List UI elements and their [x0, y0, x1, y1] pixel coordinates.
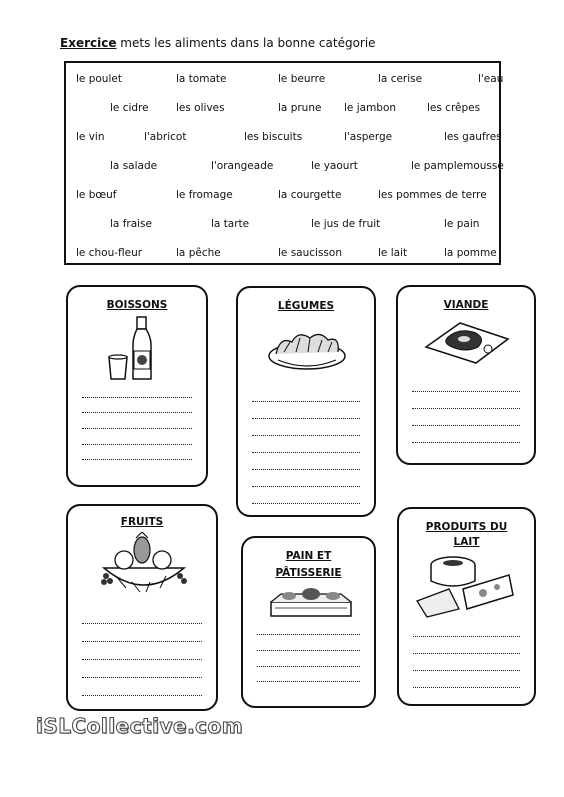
answer-line[interactable] — [413, 653, 520, 654]
word: le poulet — [76, 73, 122, 85]
word: la salade — [110, 160, 158, 172]
answer-line[interactable] — [82, 695, 202, 696]
card-viande — [396, 285, 536, 465]
word: le pain — [444, 218, 480, 230]
answer-line[interactable] — [252, 486, 360, 487]
word: le bœuf — [76, 189, 117, 201]
answer-line[interactable] — [82, 428, 192, 429]
word: le lait — [378, 247, 408, 259]
answer-line[interactable] — [412, 425, 520, 426]
answer-line[interactable] — [82, 623, 202, 624]
word: les olives — [176, 102, 225, 114]
answer-line[interactable] — [252, 469, 360, 470]
card-produits-lait — [397, 507, 536, 706]
word: le yaourt — [311, 160, 358, 172]
card-title-viande: VIANDE — [443, 299, 489, 311]
word: la prune — [278, 102, 322, 114]
card-legumes — [236, 286, 376, 517]
card-title-pain-line2: PÂTISSERIE — [275, 567, 342, 579]
answer-line[interactable] — [82, 641, 202, 642]
card-title-lait-line2: LAIT — [453, 536, 480, 548]
word: la courgette — [278, 189, 342, 201]
answer-line[interactable] — [82, 444, 192, 445]
card-fruits — [66, 504, 218, 711]
answer-line[interactable] — [252, 435, 360, 436]
word: le fromage — [176, 189, 233, 201]
answer-line[interactable] — [82, 659, 202, 660]
word: les pommes de terre — [378, 189, 487, 201]
word: la fraise — [110, 218, 152, 230]
word: les biscuits — [244, 131, 303, 143]
cheese-icon — [413, 549, 523, 619]
answer-line[interactable] — [82, 397, 192, 398]
word: la cerise — [378, 73, 423, 85]
footer-watermark: iSLCollective.com — [36, 714, 244, 738]
answer-line[interactable] — [252, 401, 360, 402]
answer-line[interactable] — [257, 634, 360, 635]
answer-line[interactable] — [82, 677, 202, 678]
steak-icon — [420, 317, 514, 367]
word: le vin — [76, 131, 105, 143]
card-title-pain-line1: PAIN ET — [285, 550, 332, 562]
word: le chou-fleur — [76, 247, 143, 259]
answer-line[interactable] — [412, 408, 520, 409]
word: l'orangeade — [211, 160, 274, 172]
fruit-basket-icon — [96, 532, 192, 598]
answer-line[interactable] — [252, 452, 360, 453]
answer-line[interactable] — [413, 636, 520, 637]
answer-line[interactable] — [257, 650, 360, 651]
word: les crêpes — [427, 102, 481, 114]
card-title-boissons: BOISSONS — [106, 299, 168, 311]
answer-line[interactable] — [252, 418, 360, 419]
word: la pêche — [176, 247, 221, 259]
word: l'eau — [478, 73, 504, 85]
word: la tarte — [211, 218, 250, 230]
word: l'asperge — [344, 131, 393, 143]
card-pain-patisserie — [241, 536, 376, 708]
word-bank — [64, 61, 504, 265]
answer-line[interactable] — [413, 687, 520, 688]
word: le jus de fruit — [311, 218, 381, 230]
answer-line[interactable] — [252, 503, 360, 504]
word: les gaufres — [444, 131, 502, 143]
salad-bowl-icon — [266, 328, 348, 372]
answer-line[interactable] — [257, 666, 360, 667]
answer-line[interactable] — [412, 442, 520, 443]
instruction — [60, 36, 376, 50]
answer-line[interactable] — [413, 670, 520, 671]
answer-line[interactable] — [412, 391, 520, 392]
word: le saucisson — [278, 247, 342, 259]
answer-line[interactable] — [82, 459, 192, 460]
word: le jambon — [344, 102, 397, 114]
word: la pomme — [444, 247, 497, 259]
card-title-fruits: FRUITS — [120, 516, 164, 528]
bottle-and-glass-icon — [103, 315, 163, 383]
word: le beurre — [278, 73, 326, 85]
card-title-lait-line1: PRODUITS DU — [425, 521, 508, 533]
answer-line[interactable] — [82, 412, 192, 413]
instruction-text: mets les aliments dans la bonne catégorie — [116, 36, 376, 50]
word: la tomate — [176, 73, 227, 85]
pastry-tray-icon — [267, 584, 355, 620]
word: le pamplemousse — [411, 160, 504, 172]
answer-line[interactable] — [257, 681, 360, 682]
card-boissons — [66, 285, 208, 487]
card-title-legumes: LÉGUMES — [277, 300, 335, 312]
word: l'abricot — [144, 131, 187, 143]
word: le cidre — [110, 102, 149, 114]
instruction-label: Exercice — [60, 36, 117, 50]
